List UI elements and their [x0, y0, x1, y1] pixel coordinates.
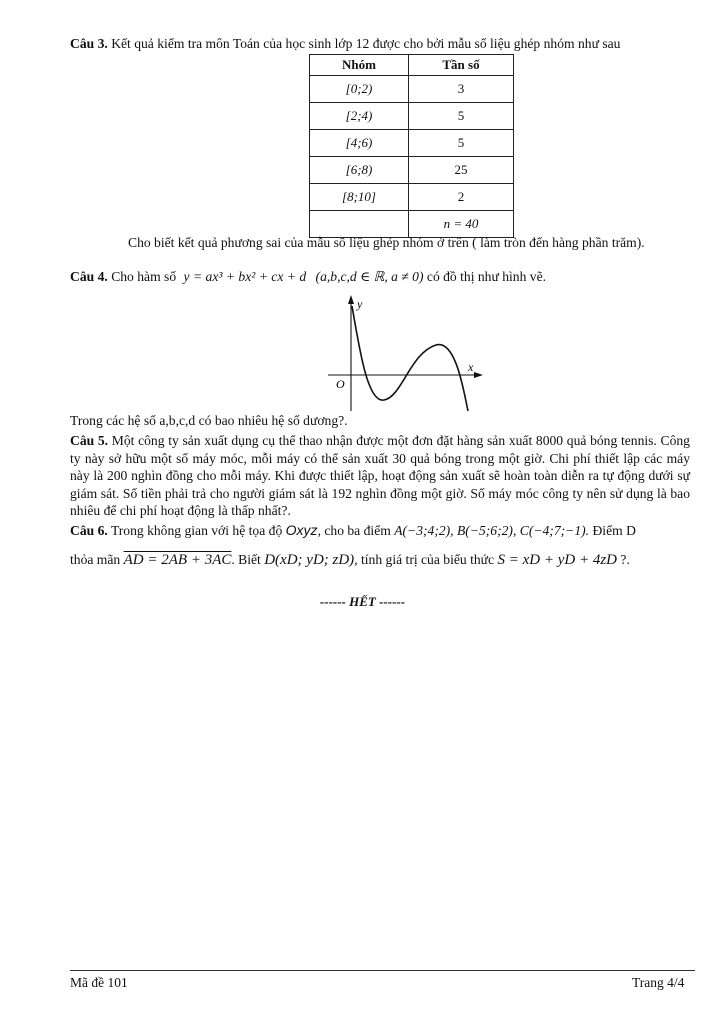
frequency-cell: 3 — [409, 76, 514, 103]
q6-line2-pre: thỏa mãn — [70, 552, 121, 567]
q6-expr: S = xD + yD + 4zD — [497, 552, 617, 568]
total-cell: n = 40 — [409, 211, 514, 238]
table-row — [310, 103, 514, 130]
q4-pre: Cho hàm số — [111, 269, 177, 284]
table-row — [310, 76, 514, 103]
frequency-table — [309, 54, 514, 238]
q6-end: ?. — [620, 552, 630, 567]
group-cell: [2;4) — [310, 103, 409, 130]
y-label: y — [357, 297, 363, 311]
q6-tail: Điểm D — [592, 523, 636, 538]
q3-statement — [70, 36, 620, 52]
header-group: Nhóm — [310, 55, 409, 76]
group-cell: [6;8) — [310, 157, 409, 184]
x-label: x — [468, 360, 474, 374]
q4-post: có đồ thị như hình vẽ. — [426, 269, 547, 284]
q6-vector-eq: AD = 2AB + 3AC — [123, 552, 232, 568]
frequency-cell: 2 — [409, 184, 514, 211]
header-frequency: Tần số — [409, 55, 514, 76]
table-row — [310, 130, 514, 157]
empty-cell — [310, 211, 409, 238]
q4-condition: (a,b,c,d ∈ ℝ, a ≠ 0) — [315, 269, 424, 284]
q4-label: Câu 4. — [70, 269, 108, 284]
q3-text: Kết quả kiểm tra môn Toán của học sinh lớp 12 được cho bởi mẫu số liệu ghép nhóm như sau — [111, 36, 621, 51]
cubic-graph — [318, 293, 488, 415]
cubic-curve — [352, 306, 468, 411]
q3-label: Câu 3. — [70, 36, 108, 51]
q6-ask: , tính giá trị của biểu thức — [354, 552, 495, 567]
table-header-row — [310, 55, 514, 76]
q5-label: Câu 5. — [70, 433, 109, 448]
table-row — [310, 184, 514, 211]
x-axis-arrow-icon — [474, 372, 483, 378]
group-cell: [4;6) — [310, 130, 409, 157]
q6-system: Oxyz — [285, 522, 318, 538]
end-mark: ------ HẾT ------ — [319, 594, 406, 609]
q6-mid: , cho ba điểm — [317, 523, 391, 538]
table-row — [310, 157, 514, 184]
q6-line1 — [70, 522, 636, 539]
page-number: Trang 4/4 — [632, 975, 685, 990]
footer-divider — [70, 970, 695, 971]
group-cell: [8;10] — [310, 184, 409, 211]
q3-note: Cho biết kết quả phương sai của mẫu số liệu ghép nhóm ở trên ( làm tròn đến hàng phần trăm). — [128, 235, 645, 250]
q4-formula: y = ax³ + bx² + cx + d — [183, 269, 307, 284]
frequency-cell: 5 — [409, 103, 514, 130]
q5-paragraph — [70, 432, 690, 520]
q4-question: Trong các hệ số a,b,c,d có bao nhiêu hệ số dương?. — [70, 413, 348, 428]
frequency-cell: 5 — [409, 130, 514, 157]
group-cell: [0;2) — [310, 76, 409, 103]
frequency-cell: 25 — [409, 157, 514, 184]
q6-know: . Biết — [231, 552, 261, 567]
origin-label: O — [336, 377, 345, 391]
q6-line2 — [70, 552, 630, 569]
table-total-row — [310, 211, 514, 238]
q6-pre: Trong không gian với hệ tọa độ — [110, 523, 283, 538]
y-axis-arrow-icon — [348, 295, 354, 304]
q6-label: Câu 6. — [70, 523, 108, 538]
exam-code: Mã đề 101 — [70, 975, 128, 990]
q4-statement — [70, 269, 546, 285]
q5-text: Một công ty sản xuất dụng cụ thể thao nhận được một đơn đặt hàng sản xuất 8000 quả bóng tennis. Công ty này sở hữu một số máy móc, mỗi máy có thể sản xuất 30 quả bóng trong một giờ. Chi phí thiết lập các máy này là 200 nghìn đồng cho mỗi máy. Khi được thiết lập, hoạt động sản xuất sẽ hoàn toàn diễn ra tự động dưới sự giám sát. Số tiền phải trả cho người giám sát là 192 nghìn đồng một giờ. Số máy móc công ty nên sử dụng là bao nhiêu để chi phí hoạt động là thấp nhất?. — [70, 433, 690, 518]
q6-points: A(−3;4;2), B(−5;6;2), C(−4;7;−1). — [394, 523, 590, 538]
q6-d-point: D(xD; yD; zD) — [264, 552, 355, 568]
